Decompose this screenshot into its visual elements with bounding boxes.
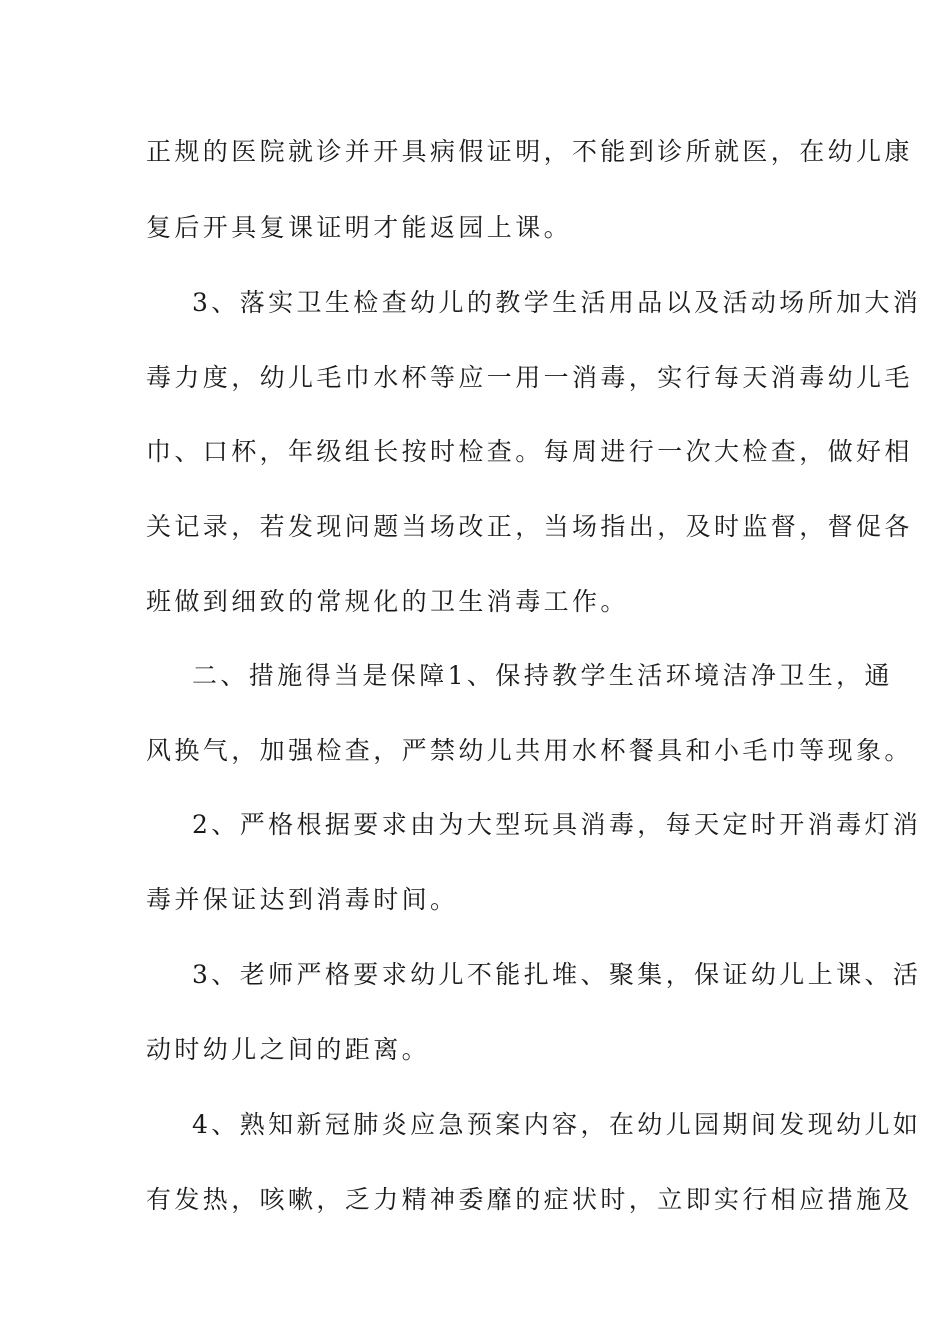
text-line: 关记录，若发现问题当场改正，当场指出，及时监督，督促各 — [146, 512, 913, 541]
text-line: 班做到细致的常规化的卫生消毒工作。 — [146, 587, 629, 616]
text-line: 正规的医院就诊并开具病假证明，不能到诊所就医，在幼儿康 — [146, 137, 913, 166]
text-line: 复后开具复课证明才能返园上课。 — [146, 213, 573, 242]
paragraph-start-line: 3、落实卫生检查幼儿的教学生活用品以及活动场所加大消 — [192, 288, 922, 317]
paragraph-start-line: 4、熟知新冠肺炎应急预案内容，在幼儿园期间发现幼儿如 — [192, 1110, 922, 1139]
text-line: 有发热，咳嗽，乏力精神委靡的症状时，立即实行相应措施及 — [146, 1185, 913, 1214]
text-line: 毒力度，幼儿毛巾水杯等应一用一消毒，实行每天消毒幼儿毛 — [146, 363, 913, 392]
text-line: 动时幼儿之间的距离。 — [146, 1035, 431, 1064]
text-line: 毒并保证达到消毒时间。 — [146, 885, 459, 914]
section-heading-line: 二、措施得当是保障1、保持教学生活环境洁净卫生，通 — [192, 661, 893, 690]
text-line: 风换气，加强检查，严禁幼儿共用水杯餐具和小毛巾等现象。 — [146, 736, 913, 765]
paragraph-start-line: 2、严格根据要求由为大型玩具消毒，每天定时开消毒灯消 — [192, 810, 922, 839]
text-line: 巾、口杯，年级组长按时检查。每周进行一次大检查，做好相 — [146, 437, 913, 466]
paragraph-start-line: 3、老师严格要求幼儿不能扎堆、聚集，保证幼儿上课、活 — [192, 960, 922, 989]
